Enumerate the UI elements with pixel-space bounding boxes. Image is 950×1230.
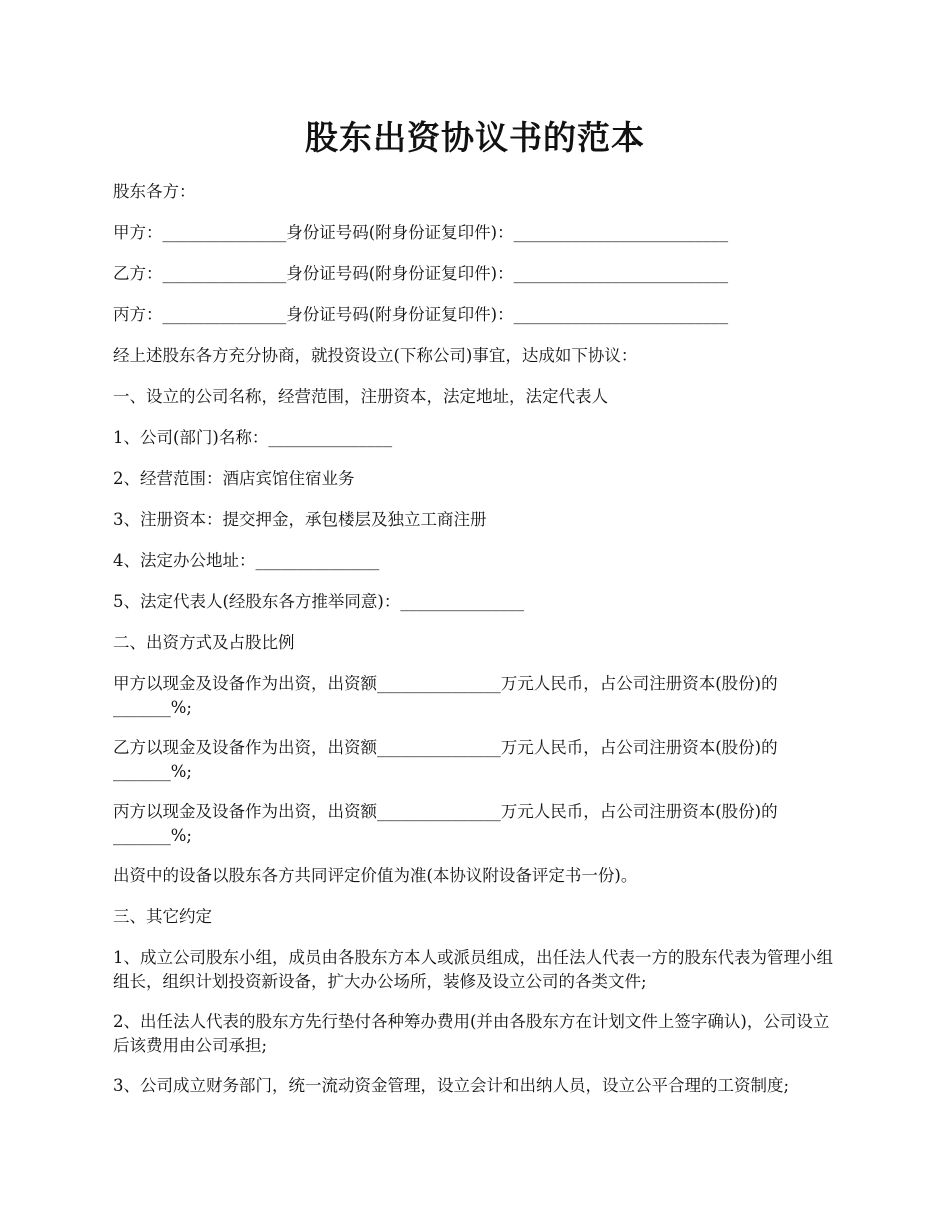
clause-1-3: 3、注册资本：提交押金，承包楼层及独立工商注册: [113, 510, 487, 529]
document-title: 股东出资协议书的范本: [305, 118, 645, 157]
paragraph-preamble: 经上述股东各方充分协商，就投资设立(下称公司)事宜，达成如下协议：: [113, 346, 638, 365]
clause-1-4: 4、法定办公地址：_______________: [113, 551, 380, 570]
clause-1-5: 5、法定代表人(经股东各方推举同意)：_______________: [113, 592, 525, 611]
paragraph-shareholders-heading: 股东各方：: [113, 182, 196, 201]
clause-3-1: 1、成立公司股东小组，成员由各股东方本人或派员组成，出任法人代表一方的股东代表为管理小组组长，组织计划投资新设备，扩大办公场所，装修及设立公司的各类文件;: [113, 948, 833, 991]
section-heading-1: 一、设立的公司名称，经营范围，注册资本，法定地址，法定代表人: [113, 387, 608, 406]
clause-2-party-b: 乙方以现金及设备作为出资，出资额_______________万元人民币，占公司注册资本(股份)的_______%;: [113, 738, 778, 781]
paragraph-party-c: 丙方：_______________身份证号码(附身份证复印件)：__________________________: [113, 305, 729, 324]
clause-2-equipment: 出资中的设备以股东各方共同评定价值为准(本协议附设备评定书一份)。: [113, 866, 638, 885]
clause-3-3: 3、公司成立财务部门，统一流动资金管理，设立会计和出纳人员，设立公平合理的工资制度;: [113, 1076, 790, 1095]
clause-2-party-c: 丙方以现金及设备作为出资，出资额_______________万元人民币，占公司注册资本(股份)的_______%;: [113, 802, 778, 845]
paragraph-party-a: 甲方：_______________身份证号码(附身份证复印件)：__________________________: [113, 223, 729, 242]
paragraph-party-b: 乙方：_______________身份证号码(附身份证复印件)：__________________________: [113, 264, 729, 283]
section-heading-2: 二、出资方式及占股比例: [113, 633, 295, 652]
section-heading-3: 三、其它约定: [113, 907, 212, 926]
clause-1-1: 1、公司(部门)名称：_______________: [113, 428, 393, 447]
clause-2-party-a: 甲方以现金及设备作为出资，出资额_______________万元人民币，占公司注册资本(股份)的_______%;: [113, 674, 778, 717]
clause-1-2: 2、经营范围：酒店宾馆住宿业务: [113, 469, 355, 488]
clause-3-2: 2、出任法人代表的股东方先行垫付各种筹办费用(并由各股东方在计划文件上签字确认)，公司设立后该费用由公司承担;: [113, 1012, 830, 1055]
